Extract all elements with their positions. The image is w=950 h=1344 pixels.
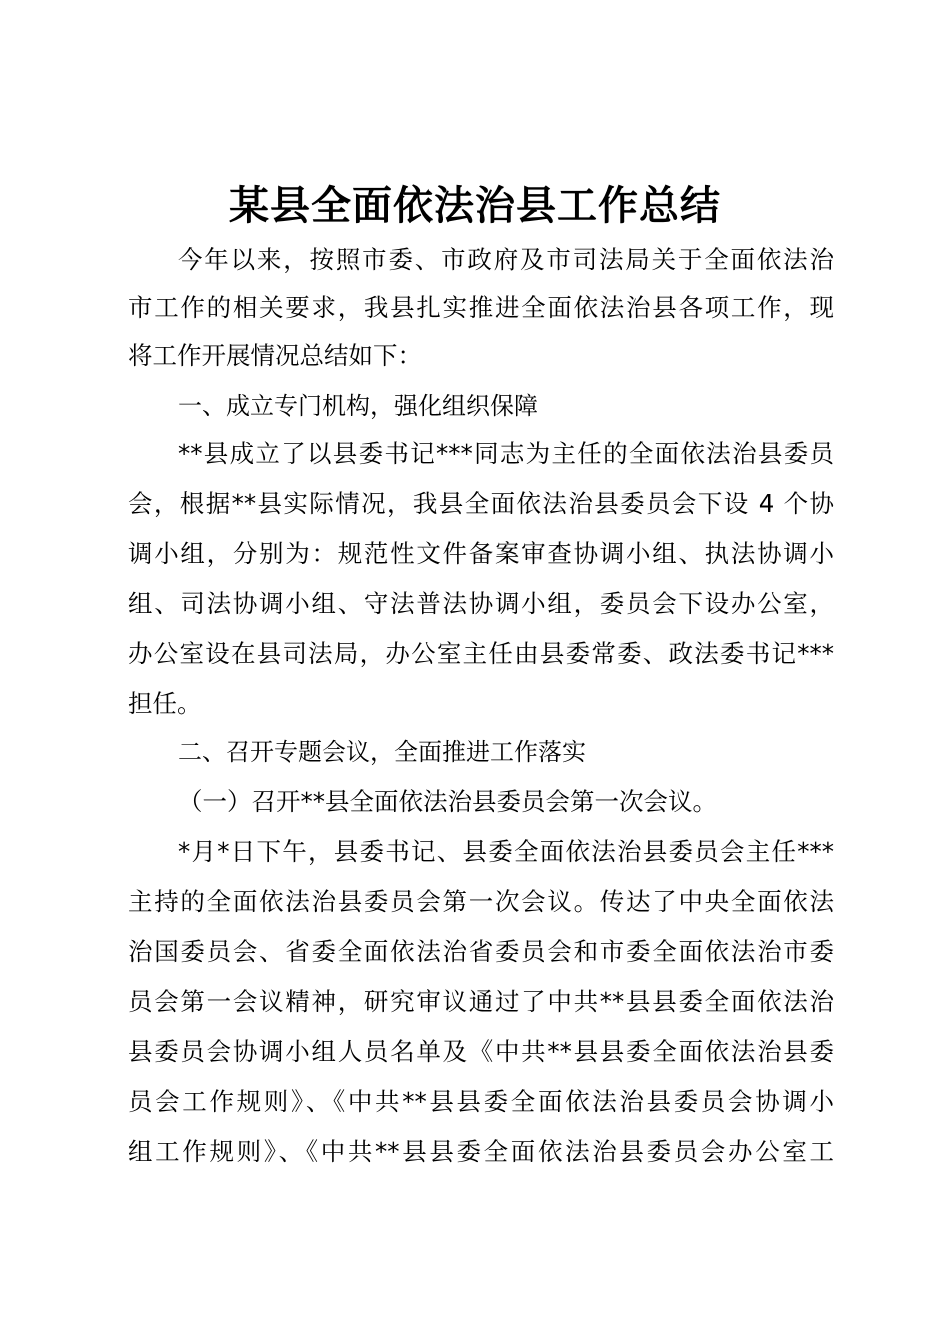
- section-heading: 二、召开专题会议，全面推进工作落实: [178, 738, 586, 766]
- paragraph-line: **县成立了以县委书记***同志为主任的全面依法治县委员: [178, 439, 834, 468]
- paragraph-line: 县委员会协调小组人员名单及《中共**县县委全面依法治县委: [128, 1037, 834, 1066]
- paragraph-line: 组、司法协调小组、守法普法协调小组，委员会下设办公室，: [128, 589, 834, 618]
- paragraph-line: 担任。: [128, 689, 202, 718]
- paragraph-line: *月*日下午，县委书记、县委全面依法治县委员会主任***: [178, 837, 834, 866]
- section-heading: 一、成立专门机构，强化组织保障: [178, 392, 538, 420]
- paragraph-line: 员会工作规则》、《中共**县县委全面依法治县委员会协调小: [128, 1087, 834, 1116]
- paragraph-line: 市工作的相关要求，我县扎实推进全面依法治县各项工作，现: [128, 293, 834, 322]
- paragraph-line: 主持的全面依法治县委员会第一次会议。传达了中央全面依法: [128, 887, 834, 916]
- paragraph-line: 组工作规则》、《中共**县县委全面依法治县委员会办公室工: [128, 1137, 834, 1166]
- document-title: 某县全面依法治县工作总结: [229, 182, 721, 229]
- paragraph-line: 员会第一会议精神，研究审议通过了中共**县县委全面依法治: [128, 987, 834, 1016]
- subsection-heading: （一）召开**县全面依法治县委员会第一次会议。: [178, 787, 717, 816]
- paragraph-line: 办公室设在县司法局，办公室主任由县委常委、政法委书记***: [128, 639, 834, 668]
- paragraph-line: 会，根据**县实际情况，我县全面依法治县委员会下设 4 个协: [128, 489, 834, 518]
- paragraph-line: 将工作开展情况总结如下：: [128, 341, 422, 370]
- paragraph-line: 今年以来，按照市委、市政府及市司法局关于全面依法治: [178, 245, 834, 274]
- paragraph-line: 调小组，分别为：规范性文件备案审查协调小组、执法协调小: [128, 539, 834, 568]
- paragraph-line: 治国委员会、省委全面依法治省委员会和市委全面依法治市委: [128, 937, 834, 966]
